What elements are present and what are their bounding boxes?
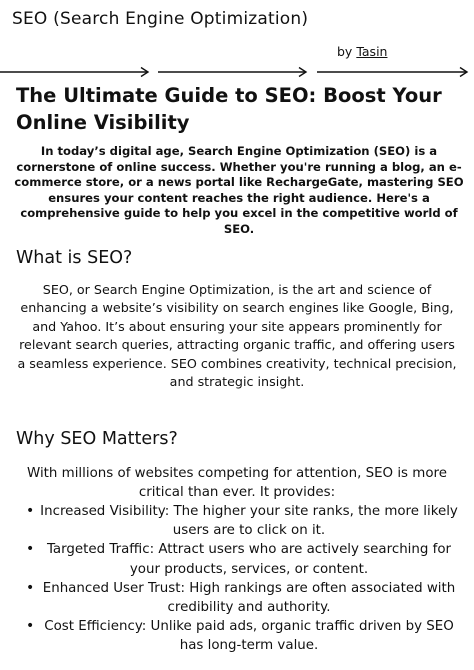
list-item bbox=[20, 502, 460, 540]
benefits-list bbox=[20, 502, 460, 656]
why-seo-intro-paragraph: With millions of websites competing for attention, SEO is more critical than ever. It provides: bbox=[27, 466, 447, 501]
bullet-icon: • bbox=[26, 541, 35, 558]
article-title: The Ultimate Guide to SEO: Boost Your Online Visibility bbox=[16, 84, 442, 134]
intro-paragraph: In today’s digital age, Search Engine Optimization (SEO) is a cornerstone of online success. Whether you're running a blog, an e-commerce store, or a news portal like RechargeGate, mastering SEO ensures your content reaches the right audience. Here's a comprehensive guide to help you excel in the competitive world of SEO. bbox=[14, 144, 464, 236]
author-link[interactable]: Tasin bbox=[356, 44, 388, 59]
section-heading-what-is-seo: What is SEO? bbox=[16, 248, 133, 268]
document-header-title: SEO (Search Engine Optimization) bbox=[12, 9, 309, 29]
benefit-text: Cost Efficiency: Unlike paid ads, organic traffic driven by SEO has long-term value. bbox=[44, 619, 454, 654]
list-item bbox=[20, 540, 460, 578]
list-item bbox=[20, 617, 460, 655]
list-item bbox=[20, 579, 460, 617]
bullet-icon: • bbox=[26, 618, 35, 635]
section-heading-why-seo-matters: Why SEO Matters? bbox=[16, 429, 178, 449]
byline bbox=[337, 44, 387, 59]
benefit-text: Enhanced User Trust: High rankings are often associated with credibility and authority. bbox=[42, 580, 456, 616]
bullet-icon: • bbox=[26, 503, 35, 519]
byline-prefix: by bbox=[337, 44, 353, 59]
benefit-text: Increased Visibility: The higher your site ranks, the more likely users are to click on it. bbox=[40, 504, 458, 539]
bullet-icon: • bbox=[26, 579, 35, 596]
arrow-divider bbox=[0, 64, 474, 80]
benefit-text: Targeted Traffic: Attract users who are actively searching for your products, services, or content. bbox=[46, 542, 452, 577]
what-is-seo-paragraph: SEO, or Search Engine Optimization, is the art and science of enhancing a website’s visibility on search engines like Google, Bing, and Yahoo. It’s about ensuring your site appears prominently for relevant search queries, attracting organic traffic, and offering users a seamless experience. SEO combines creativity, technical precision, and strategic insight. bbox=[17, 282, 457, 390]
